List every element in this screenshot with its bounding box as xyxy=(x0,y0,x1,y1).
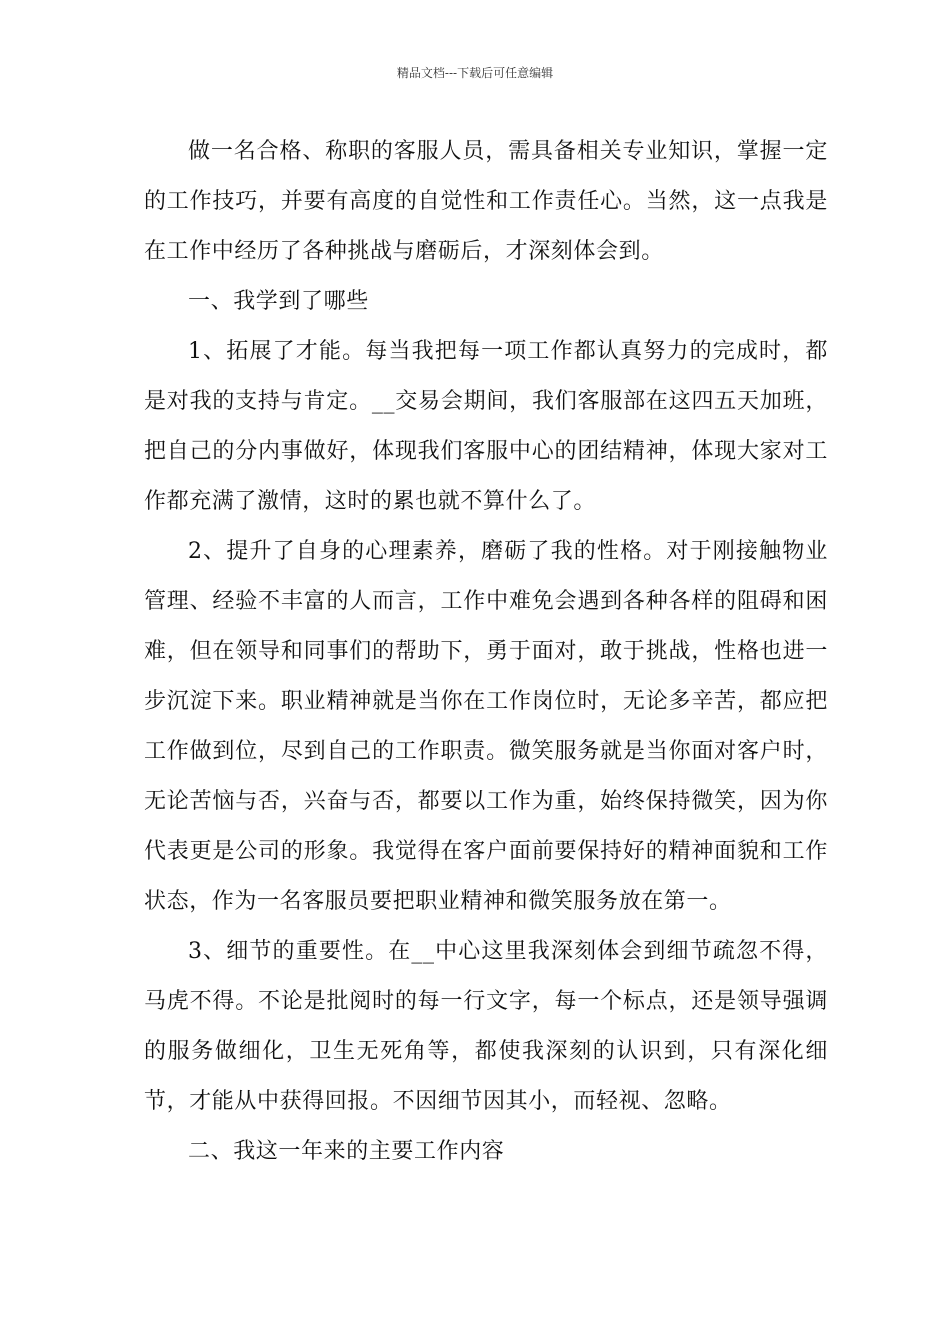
point-2-paragraph: 2、提升了自身的心理素养，磨砺了我的性格。对于刚接触物业管理、经验不丰富的人而言，工作中难免会遇到各种各样的阻碍和困难，但在领导和同事们的帮助下，勇于面对，敢于挑战，性格也进一步沉淀下来。职业精神就是当你在工作岗位时，无论多辛苦，都应把工作做到位，尽到自己的工作职责。微笑服务就是当你面对客户时，无论苦恼与否，兴奋与否，都要以工作为重，始终保持微笑，因为你代表更是公司的形象。我觉得在客户面前要保持好的精神面貌和工作状态，作为一名客服员要把职业精神和微笑服务放在第一。 xyxy=(144,539,828,914)
section-heading-1: 一、我学到了哪些 xyxy=(188,289,369,314)
point-1-paragraph: 1、拓展了才能。每当我把每一项工作都认真努力的完成时，都是对我的支持与肯定。__交易会期间，我们客服部在这四五天加班，把自己的分内事做好，体现我们客服中心的团结精神，体现大家对工作都充满了激情，这时的累也就不算什么了。 xyxy=(144,339,828,514)
document-body xyxy=(144,127,828,1177)
point-3-paragraph: 3、细节的重要性。在__中心这里我深刻体会到细节疏忽不得，马虎不得。不论是批阅时的每一行文字，每一个标点，还是领导强调的服务做细化，卫生无死角等，都使我深刻的认识到，只有深化细节，才能从中获得回报。不因细节因其小，而轻视、忽略。 xyxy=(144,939,828,1114)
page-header: 精品文档---下载后可任意编辑 xyxy=(396,66,554,80)
intro-paragraph: 做一名合格、称职的客服人员，需具备相关专业知识，掌握一定的工作技巧，并要有高度的自觉性和工作责任心。当然，这一点我是在工作中经历了各种挑战与磨砺后，才深刻体会到。 xyxy=(144,139,828,264)
section-heading-2: 二、我这一年来的主要工作内容 xyxy=(188,1139,505,1164)
